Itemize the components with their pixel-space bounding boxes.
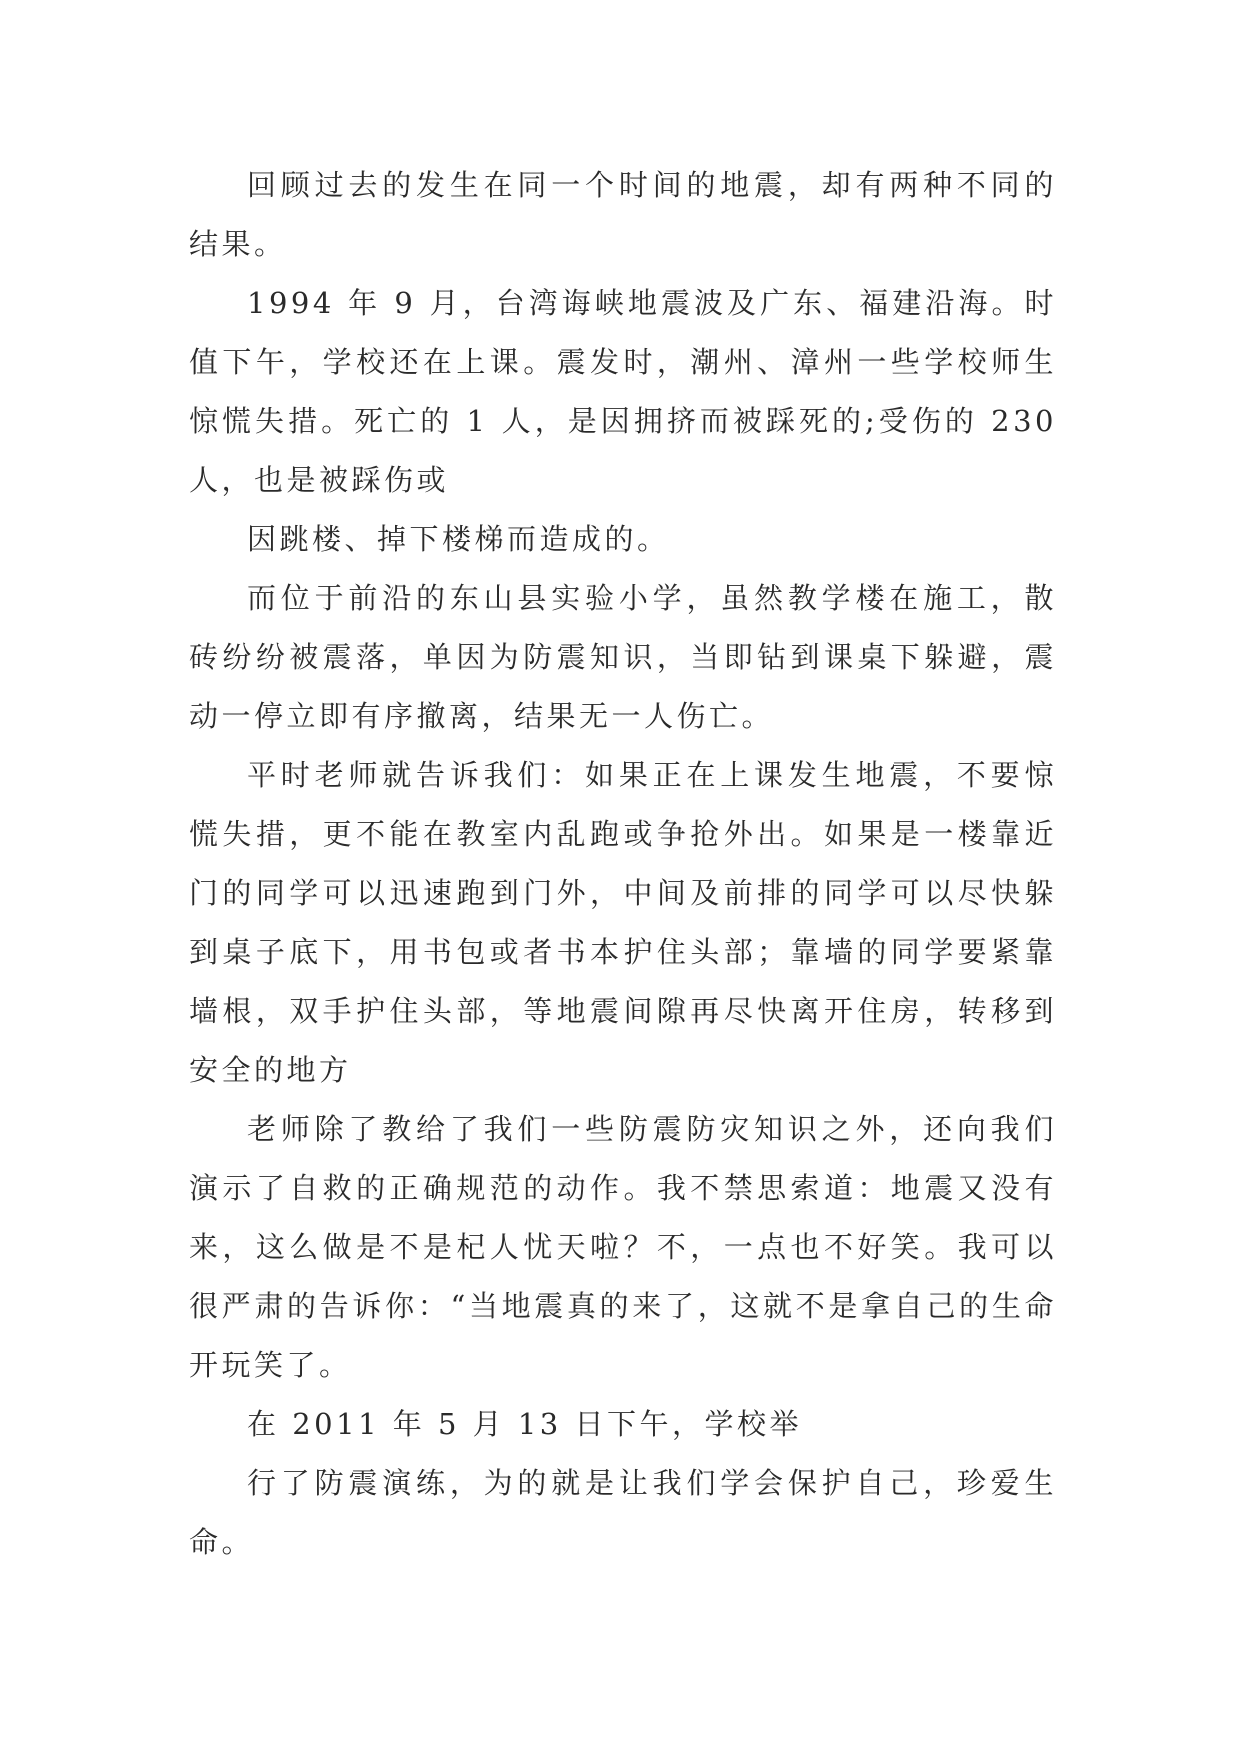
paragraph-teacher-advice: 平时老师就告诉我们：如果正在上课发生地震，不要惊慌失措，更不能在教室内乱跑或争抢外出。如果是一楼靠近门的同学可以迅速跑到门外，中间及前排的同学可以尽快躲到桌子底下，用书包或者书本护住头部；靠墙的同学要紧靠墙根，双手护住头部，等地震间隙再尽快离开住房，转移到安全的地方: [189, 758, 1057, 1087]
paragraph-1994-earthquake: 1994 年 9 月，台湾诲峡地震波及广东、福建沿海。时值下午，学校还在上课。震发时，潮州、漳州一些学校师生惊慌失措。死亡的 1 人，是因拥挤而被踩死的;受伤的 230 人，也是被踩伤或: [189, 286, 1057, 497]
paragraph-drill-purpose: 行了防震演练，为的就是让我们学会保护自己，珍爱生命。: [189, 1466, 1057, 1559]
paragraph-drill-date: 在 2011 年 5 月 13 日下午，学校举: [247, 1407, 802, 1441]
paragraph-1994-continued: 因跳楼、掉下楼梯而造成的。: [247, 522, 670, 556]
paragraph-intro: 回顾过去的发生在同一个时间的地震，却有两种不同的结果。: [189, 168, 1057, 261]
document-body: [189, 156, 1057, 1572]
paragraph-dongshan-school: 而位于前沿的东山县实验小学，虽然教学楼在施工，散砖纷纷被震落，单因为防震知识，当即钻到课桌下躲避，震动一停立即有序撤离，结果无一人伤亡。: [189, 581, 1057, 733]
paragraph-self-rescue-demo: 老师除了教给了我们一些防震防灾知识之外，还向我们演示了自救的正确规范的动作。我不禁思索道：地震又没有来，这么做是不是杞人忧天啦？不，一点也不好笑。我可以很严肃的告诉你：“当地震真的来了，这就不是拿自己的生命开玩笑了。: [189, 1112, 1057, 1382]
